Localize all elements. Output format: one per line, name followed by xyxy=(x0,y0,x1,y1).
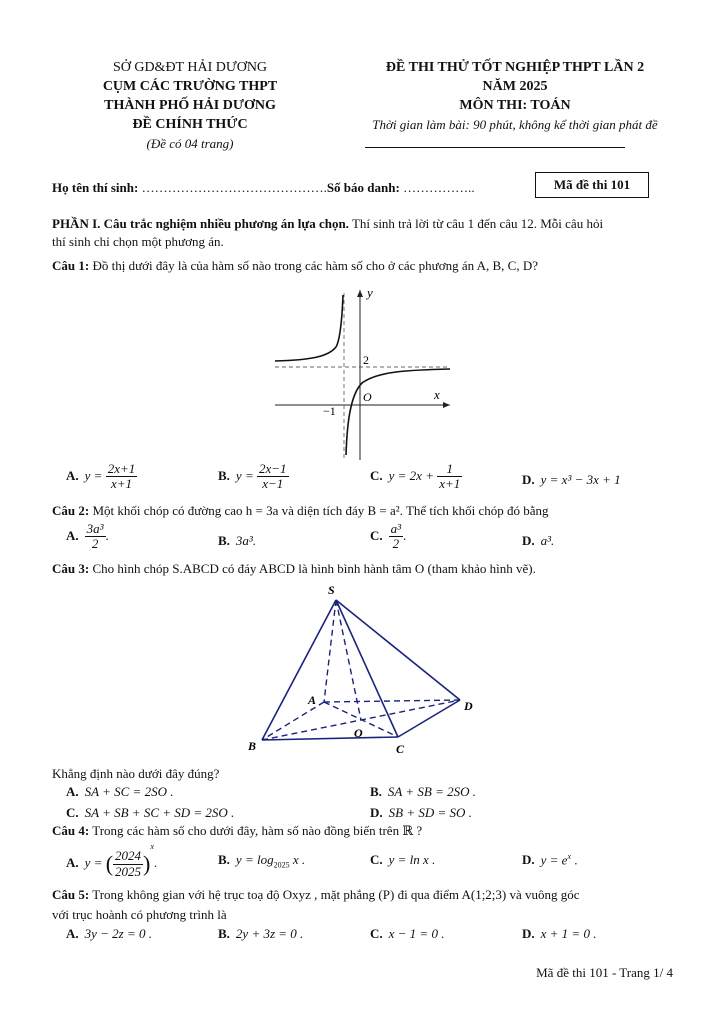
student-id-label: Số báo danh: xyxy=(326,180,400,195)
q2-text: Một khối chóp có đường cao h = 3a và diện tích đáy B = a². Thể tích khối chóp đó bằng xyxy=(89,503,549,518)
q4-option-c[interactable] xyxy=(370,852,435,868)
page-count-note: (Đề có 04 trang) xyxy=(146,136,234,151)
q2-d-text: a³. xyxy=(540,533,555,548)
student-id-field[interactable]: …………….. xyxy=(399,180,475,195)
y-axis-arrow xyxy=(357,290,363,297)
q4-label: Câu 4: xyxy=(52,823,90,838)
q5-b-text: 2y + 3z = 0 . xyxy=(235,926,304,941)
q2-option-d[interactable] xyxy=(522,533,554,549)
q2-a-fraction xyxy=(85,522,106,552)
q5-option-b[interactable] xyxy=(218,926,303,942)
q5-label: Câu 5: xyxy=(52,887,90,902)
q4-option-a[interactable]: A. y = ( $\frac{2024}{2025}$ )$^x$. xyxy=(66,842,158,879)
q2-a-label: A. xyxy=(66,527,79,543)
city-name: THÀNH PHỐ HẢI DƯƠNG xyxy=(104,98,276,113)
exam-subject: MÔN THI: TOÁN xyxy=(459,98,571,113)
q5-d-label: D. xyxy=(522,926,535,941)
q4-a-den: 2025 xyxy=(115,863,142,879)
edge-SA xyxy=(324,600,336,702)
q4-b-sub: 2025 xyxy=(273,860,290,870)
edge-AD xyxy=(324,700,460,702)
exam-code-box: Mã đề thi 101 xyxy=(535,172,649,198)
q2-d-label: D. xyxy=(522,533,535,548)
right-branch xyxy=(346,369,450,455)
q5-d-text: x + 1 = 0 . xyxy=(540,926,597,941)
q2-option-c[interactable]: C. $\frac{\text{a³}}{2}$ . xyxy=(370,521,407,552)
q2-a-den: 2 xyxy=(91,536,99,552)
q1-a-num: 2x+1 xyxy=(107,461,136,476)
q1-b-num: 2x−1 xyxy=(258,461,287,476)
y-axis-label: y xyxy=(367,285,373,300)
q1-c-fraction xyxy=(437,462,462,492)
q1-c-num: 1 xyxy=(437,462,462,477)
q1-graph xyxy=(270,285,455,465)
q4-option-b[interactable] xyxy=(218,852,305,870)
q1-stem xyxy=(52,258,538,274)
q4-a-num: 2024 xyxy=(115,848,142,864)
q2-b-label: B. xyxy=(218,533,230,548)
edge-SB xyxy=(262,600,336,740)
exam-title: ĐỀ THI THỬ TỐT NGHIỆP THPT LẦN 2 xyxy=(385,60,645,75)
vertex-B: B xyxy=(248,739,257,753)
student-info-line xyxy=(52,180,475,196)
q3-c-label: C. xyxy=(66,805,79,820)
q3-question: Khẳng định nào dưới đây đúng? xyxy=(52,766,220,781)
student-name-label: Họ tên thí sinh: xyxy=(52,180,139,195)
q4-b-label: B. xyxy=(218,852,230,867)
x-axis-label: x xyxy=(434,387,440,402)
q1-option-c[interactable] xyxy=(370,462,462,492)
q3-stem xyxy=(52,561,536,577)
q2-stem xyxy=(52,503,549,519)
q1-c-den: x+1 xyxy=(439,476,461,492)
q3-a-text: SA + SC = 2SO . xyxy=(84,784,174,799)
x-axis-arrow xyxy=(443,402,450,408)
vertex-S: S xyxy=(328,583,335,597)
q5-b-label: B. xyxy=(218,926,230,941)
q1-c-prefix: y = 2x + xyxy=(388,467,434,483)
vertex-C: C xyxy=(396,742,405,756)
q1-b-label: B. xyxy=(218,467,230,483)
q4-d-text: y = e xyxy=(540,852,568,868)
q3-option-d[interactable] xyxy=(370,805,472,821)
q3-text: Cho hình chóp S.ABCD có đáy ABCD là hình bình hành tâm O (tham khảo hình vẽ). xyxy=(89,561,536,576)
q5-text1: Trong không gian với hệ trục toạ độ Oxyz , mặt phẳng (P) đi qua điểm A(1;2;3) và vuông góc xyxy=(89,887,580,902)
q4-c-label: C. xyxy=(370,852,383,867)
q3-d-label: D. xyxy=(370,805,383,820)
student-name-field[interactable]: ……………………………………. xyxy=(138,180,327,195)
q1-option-d[interactable] xyxy=(522,472,621,488)
q4-a-prefix: y = xyxy=(84,855,103,870)
q4-text: Trong các hàm số cho dưới đây, hàm số nào đồng biến trên ℝ ? xyxy=(89,823,423,838)
q1-c-label: C. xyxy=(370,467,383,483)
q4-d-exp: x xyxy=(567,852,572,861)
q1-b-fraction xyxy=(257,462,289,492)
school-cluster: CỤM CÁC TRƯỜNG THPT xyxy=(102,79,278,94)
page-footer: Mã đề thi 101 - Trang 1/ 4 xyxy=(536,965,673,980)
q1-a-prefix: y = xyxy=(84,467,103,483)
q1-b-den: x−1 xyxy=(262,476,284,492)
q5-a-label: A. xyxy=(66,926,79,941)
q1-d-label: D. xyxy=(522,472,535,487)
q4-stem xyxy=(52,823,422,839)
tick-y-2: 2 xyxy=(363,353,369,367)
q2-label: Câu 2: xyxy=(52,503,90,518)
vertex-A: A xyxy=(308,693,317,707)
q4-c-text: y = ln x . xyxy=(388,852,436,867)
q1-option-a[interactable] xyxy=(66,462,137,492)
center-O: O xyxy=(354,726,363,740)
q2-c-num: a³ xyxy=(390,521,402,536)
edge-SD xyxy=(336,600,460,700)
q1-label: Câu 1: xyxy=(52,258,90,273)
q3-b-label: B. xyxy=(370,784,382,799)
origin-label: O xyxy=(363,390,372,404)
exam-duration: Thời gian làm bài: 90 phút, không kể thời gian phát đề xyxy=(372,117,658,132)
header-right xyxy=(330,58,700,134)
edge-SC xyxy=(336,600,398,737)
q1-a-den: x+1 xyxy=(110,476,132,492)
q2-b-text: 3a³. xyxy=(235,533,257,548)
q2-c-den: 2 xyxy=(392,536,400,552)
vertex-D: D xyxy=(464,699,473,713)
part1-text1: Thí sinh trả lời từ câu 1 đến câu 12. Mỗi câu hỏi xyxy=(348,216,604,231)
official-label: ĐỀ CHÍNH THỨC xyxy=(132,117,248,132)
left-branch xyxy=(275,295,343,361)
q3-label: Câu 3: xyxy=(52,561,90,576)
q5-stem-line1 xyxy=(52,887,580,903)
q2-option-a[interactable]: A. $\frac{\text{3a³}}{2}$ . xyxy=(66,521,109,552)
header-left xyxy=(60,58,320,153)
q3-option-b[interactable] xyxy=(370,784,476,800)
q1-b-prefix: y = xyxy=(235,467,254,483)
q3-option-c[interactable] xyxy=(66,805,234,821)
q5-stem-line2: với trục hoành có phương trình là xyxy=(52,907,227,922)
q4-a-fraction xyxy=(113,849,143,879)
q5-option-c[interactable] xyxy=(370,926,444,942)
q5-option-d[interactable] xyxy=(522,926,596,942)
part1-title: PHẦN I. Câu trắc nghiệm nhiều phương án lựa chọn. xyxy=(52,216,349,231)
q4-d-label: D. xyxy=(522,852,535,868)
q5-a-text: 3y − 2z = 0 . xyxy=(84,926,153,941)
department-name: SỞ GD&ĐT HẢI DƯƠNG xyxy=(112,60,268,75)
q3-pyramid-figure xyxy=(240,580,480,760)
header-underline xyxy=(365,147,625,148)
part1-text2: thí sinh chỉ chọn một phương án. xyxy=(52,234,224,249)
q5-c-label: C. xyxy=(370,926,383,941)
q3-b-text: SA + SB = 2SO . xyxy=(387,784,477,799)
q4-a-exp: x xyxy=(150,842,154,851)
q2-option-b[interactable] xyxy=(218,533,256,549)
q4-b-post: x . xyxy=(289,852,306,867)
q1-option-b[interactable] xyxy=(218,462,289,492)
q3-option-a[interactable] xyxy=(66,784,173,800)
tick-x-minus1: −1 xyxy=(323,404,336,418)
q1-text: Đồ thị dưới đây là của hàm số nào trong các hàm số cho ở các phương án A, B, C, D? xyxy=(89,258,539,273)
q2-c-label: C. xyxy=(370,527,383,543)
part1-intro xyxy=(52,216,603,232)
q3-a-label: A. xyxy=(66,784,79,799)
edge-BC xyxy=(262,737,398,740)
q2-c-fraction xyxy=(389,522,403,552)
q4-option-d[interactable] xyxy=(522,852,578,868)
q3-c-text: SA + SB + SC + SD = 2SO . xyxy=(84,805,235,820)
q4-d-post: . xyxy=(571,852,578,868)
q2-a-num: 3a³ xyxy=(86,521,104,536)
q4-a-label: A. xyxy=(66,855,79,870)
q3-d-text: SB + SD = SO . xyxy=(388,805,472,820)
q5-option-a[interactable] xyxy=(66,926,152,942)
exam-year: NĂM 2025 xyxy=(482,79,548,94)
q1-a-fraction xyxy=(106,462,138,492)
q5-c-text: x − 1 = 0 . xyxy=(388,926,445,941)
q4-b-text: y = log xyxy=(235,852,274,867)
q1-d-text: y = x³ − 3x + 1 xyxy=(540,472,621,487)
q1-a-label: A. xyxy=(66,467,79,483)
